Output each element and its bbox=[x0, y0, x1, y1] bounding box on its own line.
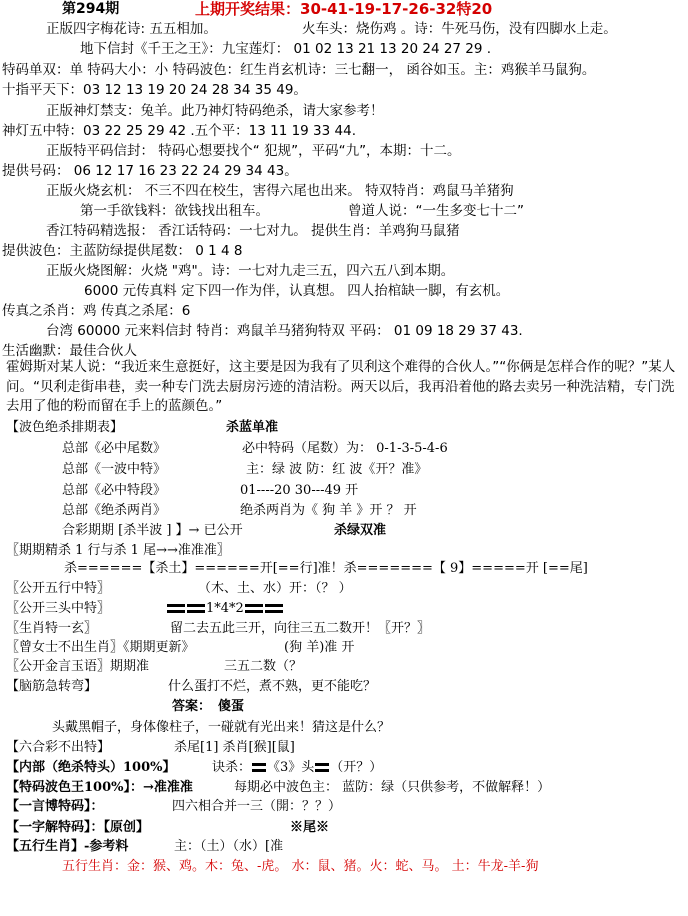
five-zodiac-value: 主：（土）（水）[准 bbox=[174, 839, 284, 854]
fire-mystery: 正版火烧玄机： 不三不四在校生，害得六尾也出来。 特双特肖：鸡鼠马羊猪狗 bbox=[46, 183, 514, 199]
table-footer-left: 合彩期期 [杀半波 ] 】→ 已公开 bbox=[62, 523, 243, 538]
color-king-value: 每期必中波色主： 蓝防：绿（只供参考，不做解释！） bbox=[234, 780, 551, 795]
one-char-title: 【一字解特码】：【原创】 bbox=[6, 820, 150, 835]
table-title: 【波色绝杀排期表】 bbox=[6, 420, 124, 435]
internal-kill-title: 【内部（绝杀特头）100%】 bbox=[6, 760, 176, 775]
table-row-right: 主：绿 波 防：红 波《开？准》 bbox=[246, 462, 428, 477]
humor-title: 生活幽默：最佳合伙人 bbox=[2, 343, 137, 359]
kill-line: 杀======【杀土】======开[==行]准！杀=======【 9】=====开 [==尾] bbox=[64, 561, 588, 576]
hongkong-report: 香江特码精选报： 香江话特码：一七对九。 提供生肖：羊鸡狗马鼠猪 bbox=[46, 223, 460, 239]
table-row-left: 总部《必中特段》 bbox=[62, 483, 167, 498]
table-row-right: 01----20 30---49 开 bbox=[240, 483, 359, 498]
bar-icon bbox=[265, 604, 283, 613]
internal-kill-head: 《3》头 bbox=[267, 760, 315, 775]
zeng-says: 曾道人说：“一生多变七十二” bbox=[348, 203, 524, 219]
last-result: 上期开奖结果：30-41-19-17-26-32特20 bbox=[195, 0, 493, 18]
ten-fingers: 十指平天下：03 12 13 19 20 24 28 34 35 49。 bbox=[2, 82, 307, 98]
bar-icon bbox=[245, 604, 263, 613]
issue-number: 第294期 bbox=[62, 1, 120, 17]
bar-icon bbox=[252, 763, 266, 772]
table-row-left: 总部《必中尾数》 bbox=[62, 441, 167, 456]
taiwan-envelope: 台湾 60000 元来料信封 特肖：鸡鼠羊马猪狗特双 平码： 01 09 18 29 37 43. bbox=[46, 323, 523, 339]
special-odd-even: 特码单双：单 特码大小：小 特码波色：红生肖玄机诗：三七翻一， 函谷如玉。主：鸡猴羊马鼠狗。 bbox=[2, 62, 596, 78]
internal-kill-label: 诀杀： bbox=[212, 760, 252, 775]
five-element-value: （木、土、水）开：（？ ） bbox=[198, 581, 352, 596]
table-title-right: 杀蓝单准 bbox=[226, 420, 279, 435]
plum-poem: 正版四字梅花诗: 五五相加。 bbox=[46, 21, 217, 37]
no-special-value: 杀尾[1] 杀肖[猴][鼠] bbox=[174, 740, 295, 755]
color-king-title: 【特码波色王100%】：→准准准 bbox=[6, 780, 193, 795]
ms-zeng-value: (狗 羊)准 开 bbox=[284, 640, 355, 655]
riddle-answer-label: 答案： bbox=[172, 699, 212, 714]
secret-envelope: 地下信封《千王之王》：九宝莲灯： 01 02 13 21 13 20 24 27 29 . bbox=[80, 41, 492, 57]
first-hand: 第一手欲钱料：欲钱找出租车。 bbox=[80, 203, 269, 219]
fire-diagram: 正版火烧图解：火烧 "鸡"。诗：一七对九走三五，四六五八到本期。 bbox=[46, 263, 455, 279]
table-row-right: 必中特码（尾数）为： 0-1-3-5-4-6 bbox=[242, 441, 448, 456]
no-special-title: 【六合彩不出特】 bbox=[6, 740, 111, 755]
bar-icon bbox=[315, 763, 329, 772]
fax-kill: 传真之杀肖：鸡 传真之杀尾：6 bbox=[2, 303, 191, 319]
zodiac-mystery-value: 留二去五此三开，向往三五二数开！〖开？〗 bbox=[170, 621, 431, 636]
bar-icon bbox=[187, 604, 205, 613]
three-head-value bbox=[166, 600, 284, 618]
three-head-digits: 1*4*2 bbox=[206, 601, 244, 616]
five-zodiac-title: 【五行生肖】-参考料 bbox=[6, 839, 129, 854]
provided-numbers: 提供号码： 06 12 17 16 23 22 24 29 34 43。 bbox=[2, 163, 298, 179]
lamp-five: 神灯五中特：03 22 25 29 42 .五个平：13 11 19 33 44. bbox=[2, 123, 356, 139]
five-element-title: 〖公开五行中特〗 bbox=[6, 581, 111, 596]
train-head: 火车头：烧伤鸡 。诗：牛死马伤，没有四脚水上走。 bbox=[302, 21, 617, 37]
riddle-two: 头戴黑帽子，身体像柱子，一碰就有光出来！猜这是什么？ bbox=[52, 720, 391, 735]
flat-envelope: 正版特平码信封： 特码心想要找个“ 犯规”，平码“九”，本期：十二。 bbox=[46, 143, 461, 159]
provided-color: 提供波色：主蓝防绿提供尾数： 0 1 4 8 bbox=[2, 243, 243, 259]
kill-row-tail: 〖期期精杀 1 行与杀 1 尾→→准准准〗 bbox=[6, 543, 230, 558]
humor-paragraph: 霍姆斯对某人说：“我近来生意挺好，这主要是因为我有了贝利这个难得的合伙人。”“你俩是怎样合作的呢？”某人问。“贝利走街串巷，卖一种专门洗去厨房污迹的清洁粉。两天以后，我再沿着他的路去卖另一种洗洁精，专门洗去用了他的粉而留在手上的蓝颜色。” bbox=[6, 359, 676, 414]
golden-words-value: 三五二数（？ bbox=[224, 659, 303, 674]
bar-icon bbox=[167, 604, 185, 613]
riddle-title: 【脑筋急转弯】 bbox=[6, 679, 98, 694]
one-char-value: ※尾※ bbox=[290, 820, 330, 835]
table-row-right: 绝杀两肖为《 狗 羊 》开 ？ 开 bbox=[240, 503, 417, 518]
fax-material: 6000 元传真料 定下四一作为伴，认真想。 四人抬棺缺一脚，有玄机。 bbox=[84, 283, 510, 299]
internal-kill-open: （开？） bbox=[330, 760, 383, 775]
table-row-left: 总部《绝杀两肖》 bbox=[62, 503, 167, 518]
one-word-title: 【一言博特码】： bbox=[6, 799, 104, 814]
one-word-value: 四六相合并一三（開：？？） bbox=[172, 799, 342, 814]
three-head-title: 〖公开三头中特〗 bbox=[6, 601, 111, 616]
five-element-zodiac-list: 五行生肖：金：猴、鸡。木：兔、-虎。 水：鼠、猪。火：蛇、马。 土：牛龙-羊-狗 bbox=[62, 859, 539, 874]
internal-kill-value bbox=[212, 759, 382, 777]
lamp-ban: 正版神灯禁支：兔羊。此乃神灯特码绝杀，请大家参考！ bbox=[46, 103, 384, 119]
riddle-answer: 傻蛋 bbox=[218, 699, 245, 714]
ms-zeng-title: 〖曾女士不出生肖〗《期期更新》 bbox=[6, 640, 195, 655]
golden-words-title: 〖公开金言玉语〗期期准 bbox=[6, 659, 150, 674]
zodiac-mystery-title: 〖生肖特一玄〗 bbox=[6, 621, 98, 636]
table-footer-right: 杀绿双准 bbox=[334, 523, 387, 538]
riddle-question: 什么蛋打不烂，煮不熟，更不能吃？ bbox=[168, 679, 377, 694]
table-row-left: 总部《一波中特》 bbox=[62, 462, 167, 477]
